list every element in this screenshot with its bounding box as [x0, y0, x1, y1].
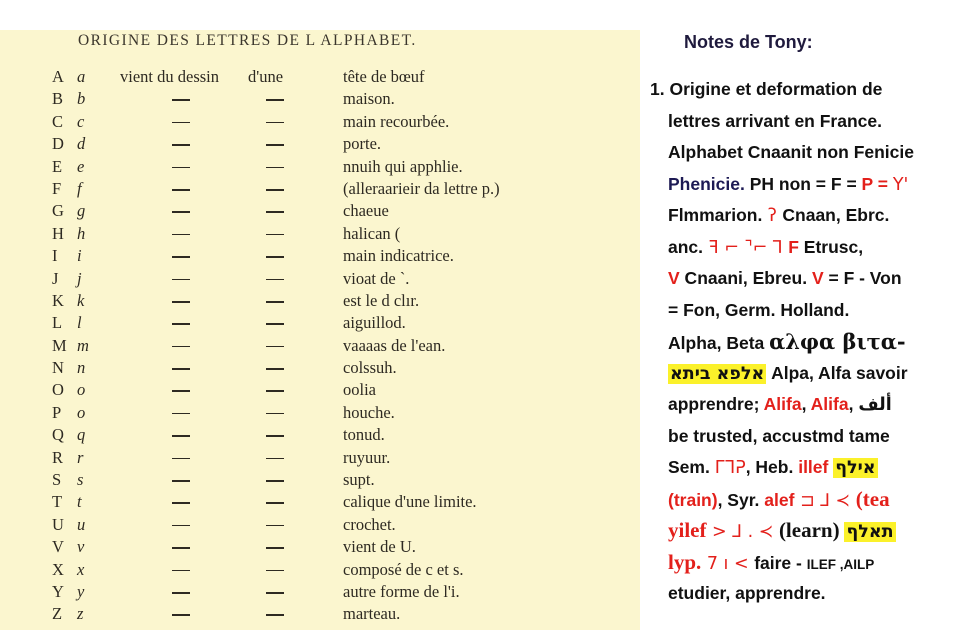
- note-text: , Syr.: [717, 489, 765, 510]
- uppercase-letter: V: [52, 537, 64, 557]
- uppercase-letter: Q: [52, 425, 64, 445]
- note-line: [650, 200, 970, 232]
- letter-meaning: colssuh.: [343, 358, 397, 378]
- greek-text: αλφα βιτα-: [769, 329, 906, 354]
- letter-meaning: nnuih qui apphlie.: [343, 156, 463, 176]
- lowercase-letter: h: [77, 223, 86, 243]
- letter-meaning: houche.: [343, 402, 395, 422]
- note-text: = F - Von: [823, 268, 902, 288]
- letter-meaning: marteau.: [343, 604, 401, 624]
- letter-row: [0, 402, 640, 424]
- letter-row: [0, 133, 640, 155]
- uppercase-letter: T: [52, 492, 63, 512]
- lowercase-letter: b: [77, 89, 86, 109]
- lowercase-letter: d: [77, 134, 86, 154]
- note-text: = Fon, Germ. Holland.: [668, 299, 850, 320]
- notes-title: Notes de Tony:: [684, 32, 813, 52]
- lowercase-letter: z: [77, 604, 84, 624]
- letter-row: [0, 469, 640, 491]
- note-text: Flmmarion.: [668, 205, 763, 225]
- note-text: Alpha, Beta: [668, 333, 770, 353]
- letter-row: [0, 581, 640, 603]
- note-text: Etrusc,: [798, 236, 864, 257]
- notes-body: [650, 74, 970, 610]
- uppercase-letter: O: [52, 380, 64, 400]
- uppercase-letter: H: [52, 223, 64, 243]
- lowercase-letter: r: [77, 447, 84, 467]
- uppercase-letter: S: [52, 470, 62, 490]
- note-line: [650, 137, 970, 169]
- letter-row: [0, 603, 640, 625]
- row-prefix: vient du dessin: [120, 67, 219, 86]
- hebrew-highlight: אילף: [835, 458, 876, 478]
- note-text: Sem.: [668, 457, 715, 477]
- note-text: ,: [801, 394, 811, 414]
- note-line: [650, 326, 970, 358]
- letter-row: [0, 200, 640, 222]
- note-line: [650, 169, 970, 201]
- letter-row: [0, 156, 640, 178]
- letter-row: [0, 223, 640, 245]
- glyph-red: Y': [892, 174, 909, 195]
- letter-meaning: vioat de `.: [343, 268, 410, 288]
- letter-meaning: ruyuur.: [343, 447, 391, 467]
- lowercase-letter: m: [77, 335, 89, 355]
- uppercase-letter: K: [52, 290, 64, 310]
- letter-meaning: aiguillod.: [343, 313, 406, 333]
- alphabet-scan: [0, 30, 640, 630]
- note-line: [650, 515, 970, 547]
- note-text-red: Alifa: [763, 394, 802, 414]
- lowercase-letter: j: [77, 268, 82, 288]
- note-text: anc.: [668, 236, 704, 257]
- note-text: etudier, apprendre.: [668, 583, 826, 603]
- uppercase-letter: L: [52, 313, 63, 333]
- letter-row: [0, 357, 640, 379]
- note-text-red: V: [811, 268, 824, 288]
- uppercase-letter: G: [52, 201, 64, 221]
- note-text: Phenicie.: [668, 173, 745, 194]
- note-text: ILEF ,AILP: [806, 556, 875, 572]
- note-text-red: P =: [861, 173, 893, 194]
- note-text: Cnaani, Ebreu.: [679, 268, 812, 288]
- letter-row: [0, 335, 640, 357]
- letter-meaning: supt.: [343, 470, 375, 490]
- lowercase-letter: o: [77, 380, 86, 400]
- lowercase-letter: g: [77, 201, 86, 221]
- uppercase-letter: U: [52, 514, 64, 534]
- lowercase-letter: f: [77, 178, 82, 198]
- lowercase-letter: o: [77, 402, 86, 422]
- note-text: ,: [848, 394, 859, 414]
- uppercase-letter: I: [52, 246, 58, 266]
- lowercase-letter: x: [77, 559, 85, 579]
- letter-meaning: tête de bœuf: [343, 67, 425, 86]
- uppercase-letter: E: [52, 156, 63, 176]
- note-line: [650, 263, 970, 295]
- note-text: (learn): [778, 518, 840, 542]
- lowercase-letter: l: [77, 313, 82, 333]
- note-text-red: alef: [764, 489, 795, 510]
- note-line: [650, 484, 970, 516]
- letter-meaning: chaeue: [343, 201, 389, 221]
- note-text-red: (train): [668, 489, 718, 510]
- note-text: faire -: [754, 552, 807, 573]
- tony-notes-panel: [646, 0, 974, 641]
- uppercase-letter: J: [52, 268, 59, 288]
- lowercase-letter: a: [77, 67, 86, 86]
- letter-meaning: porte.: [343, 134, 382, 154]
- uppercase-letter: N: [52, 358, 64, 378]
- glyph-red: ᒥᒣᕈ: [714, 458, 746, 478]
- note-text: , Heb.: [745, 457, 799, 477]
- note-text-red: lyp.: [668, 549, 702, 574]
- lowercase-letter: i: [77, 246, 82, 266]
- note-text: be trusted, accustmd tame: [668, 425, 890, 446]
- letter-meaning: crochet.: [343, 514, 396, 534]
- letter-row: [0, 447, 640, 469]
- letter-row: [0, 268, 640, 290]
- note-line: [650, 547, 970, 579]
- note-text-red: illef: [798, 457, 829, 477]
- note-line: [650, 578, 970, 610]
- note-text: PH non = F =: [744, 173, 862, 194]
- note-text: 1. Origine et deformation de: [650, 79, 883, 99]
- uppercase-letter: D: [52, 134, 64, 154]
- letter-meaning: halican (: [343, 223, 401, 243]
- lowercase-letter: c: [77, 111, 85, 131]
- uppercase-letter: C: [52, 111, 64, 131]
- note-line: [650, 232, 970, 264]
- glyph-red: > ⅃ . ≺: [706, 522, 779, 542]
- lowercase-letter: k: [77, 290, 85, 310]
- note-line: [650, 106, 970, 138]
- letter-meaning: vaaaas de l'ean.: [343, 335, 446, 355]
- letter-row: [0, 178, 640, 200]
- letter-row: [0, 379, 640, 401]
- note-line: [650, 74, 970, 106]
- uppercase-letter: Y: [52, 581, 64, 601]
- uppercase-letter: P: [52, 402, 62, 422]
- letter-row: [0, 536, 640, 558]
- letter-row: [0, 111, 640, 133]
- glyph-red: ꟻ ⌐ ⌝⌐ ⅂: [703, 237, 789, 258]
- arabic-text: ألف: [858, 395, 892, 415]
- lowercase-letter: v: [77, 537, 85, 557]
- note-text: lettres arrivant en France.: [668, 110, 882, 131]
- letter-meaning: composé de c et s.: [343, 559, 464, 579]
- letter-meaning: autre forme de l'i.: [343, 581, 460, 601]
- letter-meaning: main recourbée.: [343, 111, 450, 131]
- note-text-red: Alifa: [810, 394, 849, 414]
- letter-meaning: tonud.: [343, 425, 385, 445]
- scan-title: ORIGINE DES LETTRES DE L ALPHABET.: [78, 32, 417, 49]
- letter-row: [0, 290, 640, 312]
- uppercase-letter: F: [52, 178, 62, 198]
- lowercase-letter: q: [77, 425, 86, 445]
- uppercase-letter: M: [52, 335, 67, 355]
- letter-meaning: est le d clır.: [343, 290, 420, 310]
- note-line: [650, 295, 970, 327]
- glyph-red: 7 ı <: [701, 553, 755, 574]
- note-line: [650, 452, 970, 484]
- note-text-red: V: [668, 268, 680, 288]
- letter-row: [0, 424, 640, 446]
- letter-row: [0, 312, 640, 334]
- letter-row: [0, 88, 640, 110]
- lowercase-letter: u: [77, 514, 86, 534]
- letter-meaning: calique d'une limite.: [343, 492, 477, 512]
- lowercase-letter: t: [77, 492, 82, 512]
- lowercase-letter: s: [77, 470, 84, 490]
- note-text-red: yilef: [668, 518, 707, 542]
- uppercase-letter: X: [52, 559, 64, 579]
- note-text: apprendre;: [668, 394, 764, 414]
- letter-row: [0, 245, 640, 267]
- row-prefix: d'une: [248, 67, 284, 86]
- note-line: [650, 421, 970, 453]
- alphabet-table: [0, 66, 640, 626]
- letter-meaning: oolia: [343, 380, 376, 400]
- note-text: Alpa, Alfa savoir: [766, 362, 908, 383]
- lowercase-letter: e: [77, 156, 85, 176]
- letter-row: [0, 514, 640, 536]
- letter-meaning: (alleraarieir da lettre p.): [343, 178, 500, 198]
- note-text: Cnaan, Ebrc.: [782, 205, 890, 225]
- letter-meaning: main indicatrice.: [343, 246, 454, 266]
- lowercase-letter: n: [77, 358, 86, 378]
- letter-meaning: vient de U.: [343, 537, 416, 557]
- uppercase-letter: B: [52, 89, 64, 109]
- note-text: Alphabet Cnaanit non Fenicie: [668, 142, 914, 162]
- lowercase-letter: y: [77, 581, 85, 601]
- glyph-red: ⊐ ⅃ ≺: [794, 490, 856, 511]
- letter-row: [0, 491, 640, 513]
- glyph-red: ʔ: [762, 206, 783, 226]
- note-line: [650, 358, 970, 390]
- note-text-red: (tea: [855, 486, 890, 511]
- letter-meaning: maison.: [343, 89, 395, 109]
- letter-row: [0, 66, 640, 88]
- note-text-red: F: [788, 236, 799, 257]
- hebrew-highlight: אלפא ביתא: [670, 363, 765, 384]
- letter-row: [0, 559, 640, 581]
- uppercase-letter: R: [52, 447, 64, 467]
- note-line: [650, 389, 970, 421]
- uppercase-letter: A: [52, 67, 64, 86]
- hebrew-highlight: תאלף: [846, 522, 894, 542]
- uppercase-letter: Z: [52, 604, 63, 624]
